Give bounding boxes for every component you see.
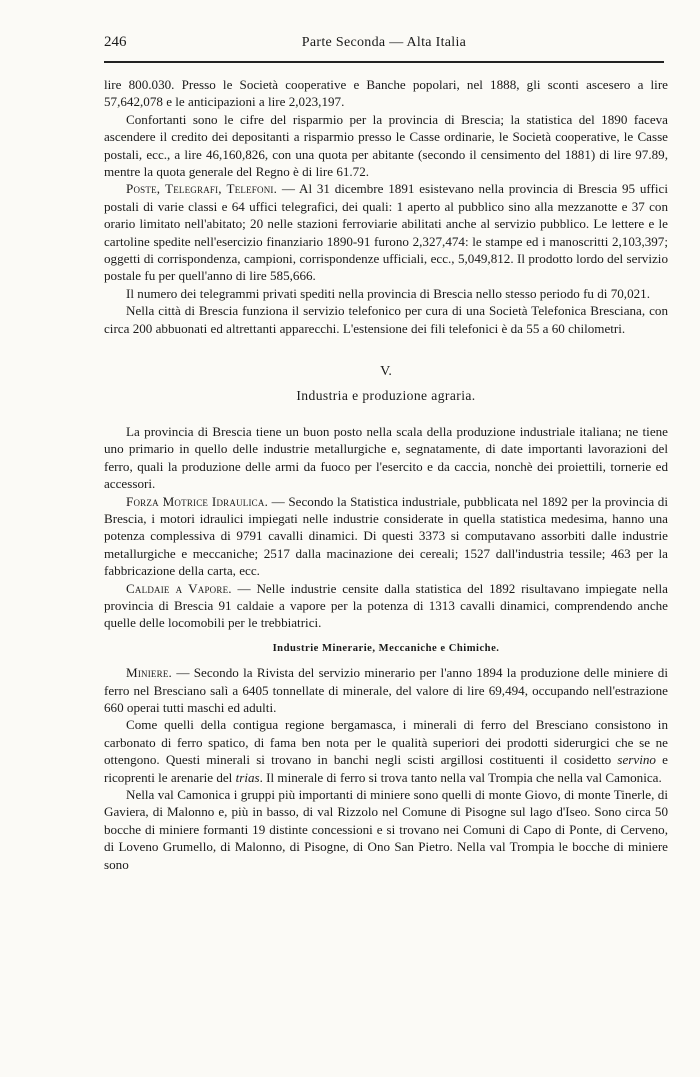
paragraph-lead: Caldaie a Vapore. [126,580,232,596]
subsection-title: Industrie Minerarie, Meccaniche e Chimiche. [272,642,500,654]
paragraph-continuation: lire 800.030. Presso le Società cooperative e Banche popolari, nel 1888, gli sconti ascesero a lire 57,642,078 e le anticipazioni a lire 2,023,197. [104,77,668,110]
paragraph-minerals: Come quelli della contigua regione bergamasca, i minerali di ferro del Bresciano consistono in carbonato di ferro spatico, di fama ben nota per le qualità superiori dei prodotti siderurgici che se ne ottengono. Questi minerali si trovano in banchi negli scisti argillosi costituenti il cosidetto servino e ricoprenti le arenarie del trias. Il minerale di ferro si trova tanto nella val Trompia che nella val Camonica. [104,717,668,785]
paragraph-boilers: Caldaie a Vapore. — Nelle industrie censite dalla statistica del 1892 risultavano impiegate nella provincia di Brescia 91 caldaie a vapore per la potenza di 1313 cavalli dinamici, comprendendo anche quelle delle locomobili per le trebbiatrici. [104,580,668,631]
page-body [104,76,668,873]
paragraph-lead: Poste, Telegrafi, Telefoni. [126,181,278,197]
running-title: Parte Seconda — Alta Italia [301,35,467,50]
section-title: Industria e produzione agraria. [296,387,476,403]
paragraph-lead: Forza Motrice Idraulica. [126,493,269,509]
page-header [104,34,664,54]
paragraph-camonica: Nella val Camonica i gruppi più importanti di miniere sono quelli di monte Giovo, di monte Tinerle, di Gaviera, di Malonno e, più in basso, di val Rizzolo nel Comune di Pisogne sul lago d'Iseo. Sono circa 50 bocche di miniere formanti 19 distinte concessioni e si trovano nei Comuni di Capo di Ponte, di Cerveno, di Loveno Grumello, di Malonno, di Pisogne, di Ono San Pietro. Nella val Trompia le bocche di miniere sono [104,787,668,872]
paragraph-telegrams: Il numero dei telegrammi privati spediti nella provincia di Brescia nello stesso periodo fu di 70,021. [126,285,650,301]
paragraph-industry: La provincia di Brescia tiene un buon posto nella scala della produzione industriale italiana; ne tiene uno primario in quello delle industrie metallurgiche e, segnatamente, di date importanti lavorazioni del ferro, quali la produzione delle armi da fuoco per l'esercito e da caccia, nonchè dei proiettili, tornerie ed accessori. [104,423,668,492]
page-number: 246 [104,34,127,50]
paragraph-mines: Miniere. — Secondo la Rivista del servizio minerario per l'anno 1894 la produzione delle miniere di ferro nel Bresciano salì a 6405 tonnellate di minerale, del valore di lire 69,494, occupando nell'estrazione 660 operai tutti maschi ed adulti. [104,665,668,715]
section-number: V. [380,364,392,380]
paragraph-savings: Confortanti sono le cifre del risparmio per la provincia di Brescia; la statistica del 1890 faceva ascendere il credito dei depositanti a risparmio presso le Casse ordinarie, le Società cooperative, le Casse postali, ecc., a lire 46,160,826, con una quota per abitante (secondo il censimento del 1881) di lire 97.89, mentre la quota generale del Regno è di lire 61.72. [104,111,668,180]
paragraph-telephone: Nella città di Brescia funziona il servizio telefonico per cura di una Società Telefonica Bresciana, con circa 200 abbuonati ed altrettanti apparecchi. L'estensione dei fili telefonici è da 55 a 60 chilometri. [104,303,668,336]
paragraph-post: Poste, Telegrafi, Telefoni. — Al 31 dicembre 1891 esistevano nella provincia di Brescia 95 uffici postali di varie classi e 64 uffici telegrafici, dei quali: 1 aperto al pubblico sino alla mezzanotte e 37 con orario limitato nell'abitato; 20 nelle stazioni ferroviarie abilitati anche al servizio pubblico. Le lettere e le cartoline spedite nell'esercizio finanziario 1890-91 furono 2,327,474: le stampe ed i manoscritti 2,103,397; oggetti di corrispondenza, campioni, corrispondenze ufficiali, ecc., 5,049,812. Il prodotto lordo del servizio postale fu per quell'anno di lire 585,666. [104,181,668,284]
header-rule [104,61,664,63]
paragraph-hydraulic: Forza Motrice Idraulica. — Secondo la Statistica industriale, pubblicata nel 1892 per la provincia di Brescia, i motori idraulici impiegati nelle industrie considerate in quella statistica medesima, hanno una potenza complessiva di 9791 cavalli dinamici. Di questi 3373 si computavano assorbiti dalle industrie metallurgiche e meccaniche; 2517 dalla macinazione dei cereali; 1527 dall'industria tessile; 463 per la fabbricazione della carta, ecc. [104,493,668,579]
paragraph-lead: Miniere. [126,665,173,681]
